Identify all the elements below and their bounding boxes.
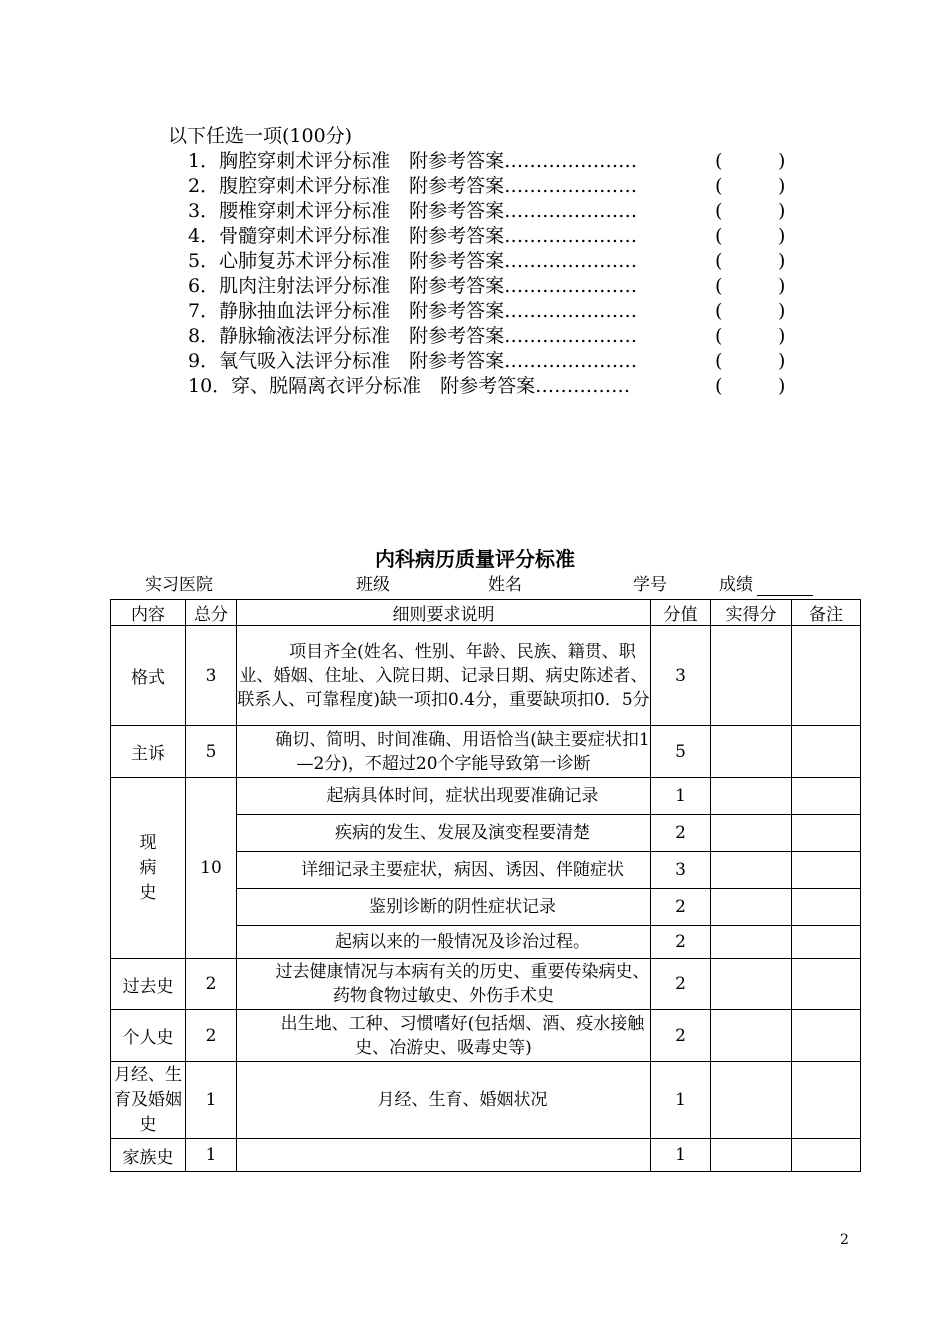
- score-cell[interactable]: [711, 889, 792, 926]
- score-cell[interactable]: [711, 959, 792, 1010]
- note-cell[interactable]: [792, 626, 861, 726]
- row-value: 2: [651, 926, 711, 959]
- list-item: 3．腰椎穿刺术评分标准 附参考答案………………… ( ): [188, 200, 786, 222]
- row-value: 2: [651, 1010, 711, 1062]
- row-value: 3: [651, 626, 711, 726]
- score-label: 成绩: [719, 575, 753, 595]
- row-value: 2: [651, 889, 711, 926]
- note-cell[interactable]: [792, 1010, 861, 1062]
- note-cell[interactable]: [792, 1062, 861, 1139]
- score-cell[interactable]: [711, 1139, 792, 1172]
- page-title: 内科病历质量评分标准: [375, 547, 575, 571]
- list-item-label: 5．心肺复苏术评分标准 附参考答案…………………: [188, 250, 638, 272]
- row-total: 10: [186, 778, 237, 959]
- note-cell[interactable]: [792, 1139, 861, 1172]
- note-cell[interactable]: [792, 959, 861, 1010]
- table-row: [111, 778, 861, 815]
- score-cell[interactable]: [711, 852, 792, 889]
- option-list: [188, 149, 800, 399]
- row-total: 1: [186, 1139, 237, 1172]
- row-value: 3: [651, 852, 711, 889]
- score-cell[interactable]: [711, 815, 792, 852]
- list-item: 7．静脉抽血法评分标准 附参考答案………………… ( ): [188, 300, 786, 322]
- list-item: 10．穿、脱隔离衣评分标准 附参考答案…………… ( ): [188, 375, 786, 397]
- header-total: 总分: [186, 600, 237, 626]
- table-header-row: [111, 600, 861, 626]
- row-value: 1: [651, 778, 711, 815]
- header-value: 分值: [651, 600, 711, 626]
- note-cell[interactable]: [792, 926, 861, 959]
- score-cell[interactable]: [711, 1010, 792, 1062]
- row-name: 月经、生育及婚姻史: [111, 1062, 186, 1139]
- list-item: 9．氧气吸入法评分标准 附参考答案………………… ( ): [188, 350, 786, 372]
- row-total: 5: [186, 726, 237, 778]
- table-row: [111, 1062, 861, 1139]
- score-underline: [757, 595, 813, 596]
- row-detail: 鉴别诊断的阴性症状记录: [237, 889, 651, 926]
- row-name: 格式: [111, 626, 186, 726]
- table-row: [111, 626, 861, 726]
- note-cell[interactable]: [792, 778, 861, 815]
- row-name: 主诉: [111, 726, 186, 778]
- table-row: [111, 1010, 861, 1062]
- hospital-label: 实习医院: [145, 575, 213, 595]
- row-total: 2: [186, 1010, 237, 1062]
- list-item-label: 8．静脉输液法评分标准 附参考答案…………………: [188, 325, 638, 347]
- class-label: 班级: [356, 575, 390, 595]
- score-cell[interactable]: [711, 926, 792, 959]
- score-cell[interactable]: [711, 626, 792, 726]
- list-item: 6．肌肉注射法评分标准 附参考答案………………… ( ): [188, 275, 786, 297]
- row-detail: 月经、生育、婚姻状况: [237, 1062, 651, 1139]
- row-total: 3: [186, 626, 237, 726]
- table-row: [111, 726, 861, 778]
- list-item: 8．静脉输液法评分标准 附参考答案………………… ( ): [188, 325, 786, 347]
- row-detail: 确切、简明、时间准确、用语恰当(缺主要症状扣1—2分)，不超过20个字能导致第一诊断: [237, 726, 651, 778]
- row-value: 1: [651, 1139, 711, 1172]
- list-item-label: 3．腰椎穿刺术评分标准 附参考答案…………………: [188, 200, 638, 222]
- list-item-label: 6．肌肉注射法评分标准 附参考答案…………………: [188, 275, 638, 297]
- list-item: 5．心肺复苏术评分标准 附参考答案………………… ( ): [188, 250, 786, 272]
- row-detail: 疾病的发生、发展及演变程要清楚: [237, 815, 651, 852]
- header-got: 实得分: [711, 600, 792, 626]
- page-number: 2: [840, 1232, 849, 1248]
- list-item-label: 7．静脉抽血法评分标准 附参考答案…………………: [188, 300, 638, 322]
- row-name: 个人史: [111, 1010, 186, 1062]
- intro-text: 以下任选一项(100分): [168, 125, 353, 147]
- row-detail: 出生地、工种、习惯嗜好(包括烟、酒、疫水接触史、冶游史、吸毒史等): [237, 1010, 651, 1062]
- row-value: 1: [651, 1062, 711, 1139]
- row-total: 1: [186, 1062, 237, 1139]
- list-item: 1．胸腔穿刺术评分标准 附参考答案………………… ( ): [188, 150, 786, 172]
- list-item: 4．骨髓穿刺术评分标准 附参考答案………………… ( ): [188, 225, 786, 247]
- row-detail: 起病具体时间，症状出现要准确记录: [237, 778, 651, 815]
- row-detail: 起病以来的一般情况及诊治过程。: [237, 926, 651, 959]
- score-cell[interactable]: [711, 778, 792, 815]
- row-detail: 过去健康情况与本病有关的历史、重要传染病史、药物食物过敏史、外伤手术史: [237, 959, 651, 1010]
- list-item-label: 2．腹腔穿刺术评分标准 附参考答案…………………: [188, 175, 638, 197]
- header-note: 备注: [792, 600, 861, 626]
- list-item: 2．腹腔穿刺术评分标准 附参考答案………………… ( ): [188, 175, 786, 197]
- scoring-table: [110, 599, 861, 1172]
- table-row: [111, 1139, 861, 1172]
- note-cell[interactable]: [792, 815, 861, 852]
- header-content: 内容: [111, 600, 186, 626]
- note-cell[interactable]: [792, 852, 861, 889]
- list-item-label: 4．骨髓穿刺术评分标准 附参考答案…………………: [188, 225, 638, 247]
- row-value: 2: [651, 959, 711, 1010]
- list-item-label: 9．氧气吸入法评分标准 附参考答案…………………: [188, 350, 638, 372]
- note-cell[interactable]: [792, 889, 861, 926]
- row-value: 2: [651, 815, 711, 852]
- note-cell[interactable]: [792, 726, 861, 778]
- score-cell[interactable]: [711, 726, 792, 778]
- row-total: 2: [186, 959, 237, 1010]
- row-value: 5: [651, 726, 711, 778]
- list-item-label: 1．胸腔穿刺术评分标准 附参考答案…………………: [188, 150, 638, 172]
- header-detail: 细则要求说明: [237, 600, 651, 626]
- row-name: 家族史: [111, 1139, 186, 1172]
- row-name: 现 病 史: [111, 778, 186, 959]
- name-label: 姓名: [488, 575, 522, 595]
- row-detail: 项目齐全(姓名、性别、年龄、民族、籍贯、职业、婚姻、住址、入院日期、记录日期、病史陈述者、联系人、可靠程度)缺一项扣0.4分，重要缺项扣0．5分: [237, 626, 651, 726]
- score-cell[interactable]: [711, 1062, 792, 1139]
- row-detail: [237, 1139, 651, 1172]
- row-detail: 详细记录主要症状，病因、诱因、伴随症状: [237, 852, 651, 889]
- student-no-label: 学号: [633, 575, 667, 595]
- table-row: [111, 959, 861, 1010]
- row-name: 过去史: [111, 959, 186, 1010]
- list-item-label: 10．穿、脱隔离衣评分标准 附参考答案……………: [188, 375, 631, 397]
